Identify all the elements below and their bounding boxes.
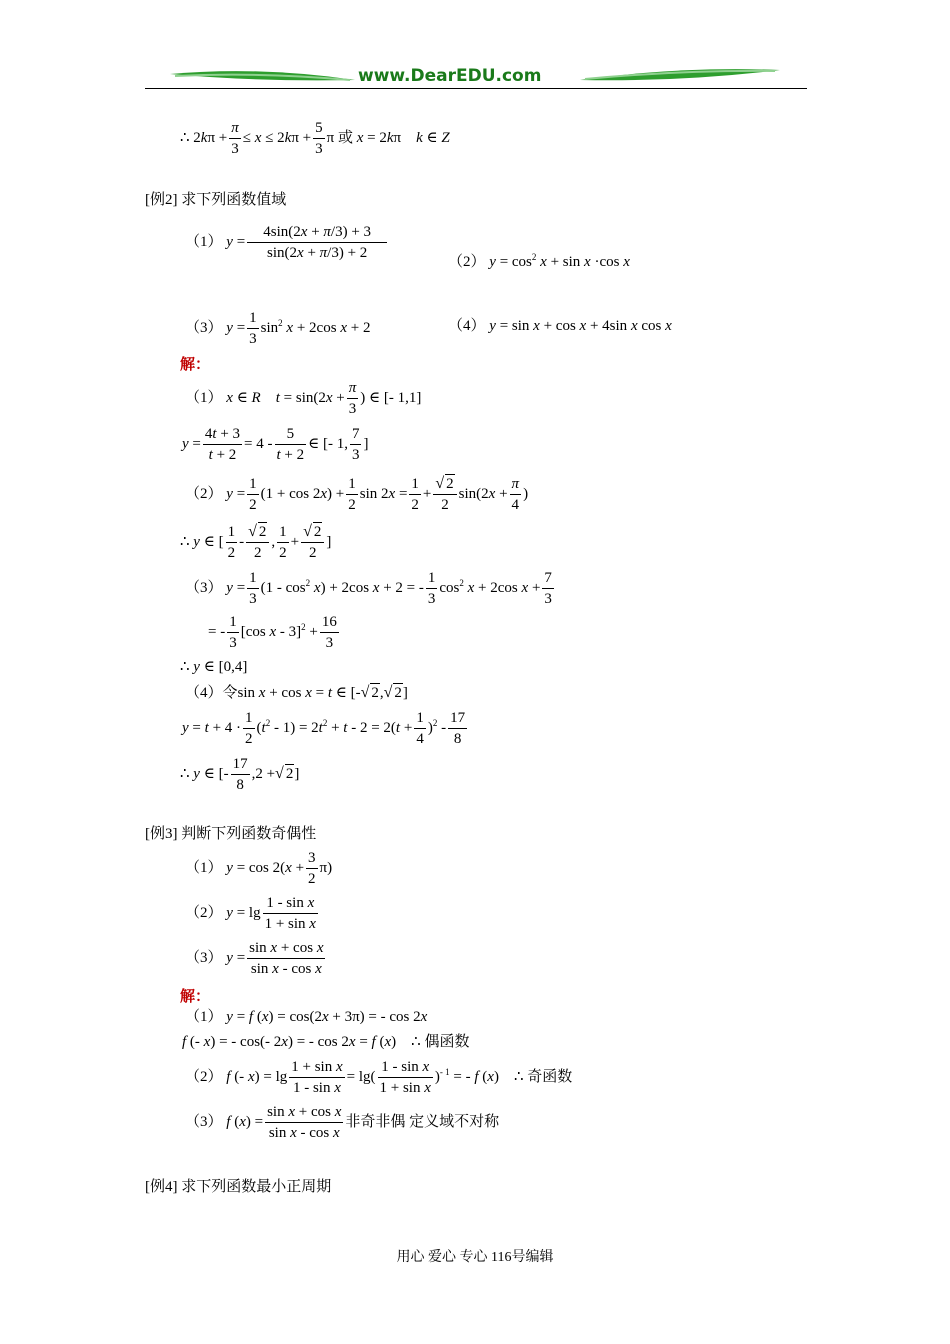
- ex2-item-4: （4） y = sin x + cos x + 4sin x cos x: [448, 318, 672, 334]
- neither-label: 非奇非偶 定义域不对称: [345, 1113, 500, 1130]
- ex2-item-3: （3） y = $\frac{1}{3}$ $\sin^2 x + 2\cos$ x + 2: [185, 310, 371, 347]
- odd-function-label: 奇函数: [527, 1068, 573, 1085]
- ex2-item-1: （1） y = $\frac{4\sin(2x + \pi/3) + 3}{\sin(2x + \pi/3) + 2}$: [185, 222, 389, 263]
- sol2-line-1: （1） x ∈ R t = sin(2x + $\frac{\pi}{3}$ ) ∈ [- 1,1]: [185, 380, 422, 417]
- example-3-title: [例3] 判断下列函数奇偶性: [145, 826, 317, 842]
- site-name: www.DearEDU.com: [358, 66, 542, 86]
- sol2-line-8: （4）令sin x + cos x = t ∈ [-√ 2,√ 2]: [185, 684, 408, 701]
- sol2-line-10: ∴ y ∈ [- $\frac{17}{8}$ ,2 +√ 2]: [180, 756, 300, 793]
- ex3-item-1: （1） y = cos 2(x + $\frac{3}{2}$ π): [185, 850, 333, 887]
- sol2-line-4: ∴ y ∈ [ $\frac{1}{2}$ - $\frac{√ 2}{2}$ , $\frac{1}{2}$ + $\frac{√ 2}{2}$ ]: [180, 523, 332, 561]
- sol2-line-6: = - $\frac{1}{3}$ [cos x - 3]$^2$ + $\frac{16}{3}$: [208, 614, 337, 651]
- sol2-line-7: ∴ y ∈ [0,4]: [180, 659, 248, 675]
- ex3-item-2: （2） y = lg $\frac{\text{1 - sin x}}{\text{1 + sin x}}$: [185, 895, 316, 932]
- example-4-title: [例4] 求下列函数最小正周期: [145, 1179, 332, 1195]
- let-word: 令: [222, 685, 238, 701]
- example-2-title: [例2] 求下列函数值域: [145, 192, 287, 208]
- page-footer: 用心 爱心 专心 116号编辑: [396, 1250, 554, 1265]
- header-rule: [145, 88, 807, 89]
- even-function-label: 偶函数: [424, 1034, 470, 1050]
- solution-3-label: 解：: [180, 989, 211, 1005]
- top-result-line: ∴ 2kπ + $\frac{\pi}{3}$ ≤ x ≤ 2kπ + $\frac{5}{3}$ π 或 x = 2kπ k ∈ Z: [180, 120, 450, 157]
- or-word: 或: [337, 129, 353, 146]
- ex3-item-3: （3） y = $\frac{\text{sin x + cos x}}{\text{sin x - cos x}}$: [185, 940, 324, 977]
- ex2-item-2: （2） $y = \cos^2 x + \sin x \cdot\cos$ x: [448, 252, 630, 270]
- sol2-line-9: y = t + 4 · $\frac{1}{2}$ $(t^2 - 1) = 2t^2 + t - 2 = 2(t$ + $\frac{1}{4}$ )$^2$ - $\frac{17}{8}$: [182, 710, 466, 747]
- solution-2-label: 解：: [180, 357, 211, 373]
- sol2-line-5: （3） y = $\frac{1}{3}$ $(1 - \cos^2 x) + 2\cos$ x + 2 = - $\frac{1}{3}$ $\cos^2 x + 2\cos$ x + $\frac{7}{3}$: [185, 570, 552, 607]
- sol3-line-3: （2） f (- x) = lg $\frac{\text{1 + sin x}}{\text{1 - sin x}}$ = lg( $\frac{\text{1 - sin x}}{\text{1 + sin x}}$ )$^{- 1}$ = - f (x) ∴ 奇函数: [185, 1059, 573, 1096]
- sol2-line-2: y = $\frac{4t + 3}{t + 2}$ = 4 - $\frac{5}{t + 2}$ ∈ [- 1, $\frac{7}{3}$ ]: [182, 426, 369, 463]
- sol2-line-3: （2） y = $\frac{1}{2}$ (1 + cos 2x) + $\frac{1}{2}$ sin 2x = $\frac{1}{2}$ + $\frac{√ 2}{2}$ sin(2x + $\frac{\pi}{4}$ ): [185, 475, 529, 513]
- sol3-line-1: （1） y = f (x) = cos(2x + 3π) = - cos 2x: [185, 1009, 428, 1025]
- sol3-line-2: f (- x) = - cos(- 2x) = - cos 2x = f (x) ∴ 偶函数: [182, 1034, 470, 1050]
- sol3-line-4: （3） f (x) = $\frac{\text{sin x + cos x}}{\text{sin x - cos x}}$ 非奇非偶 定义域不对称: [185, 1104, 500, 1141]
- header-banner: [140, 60, 810, 98]
